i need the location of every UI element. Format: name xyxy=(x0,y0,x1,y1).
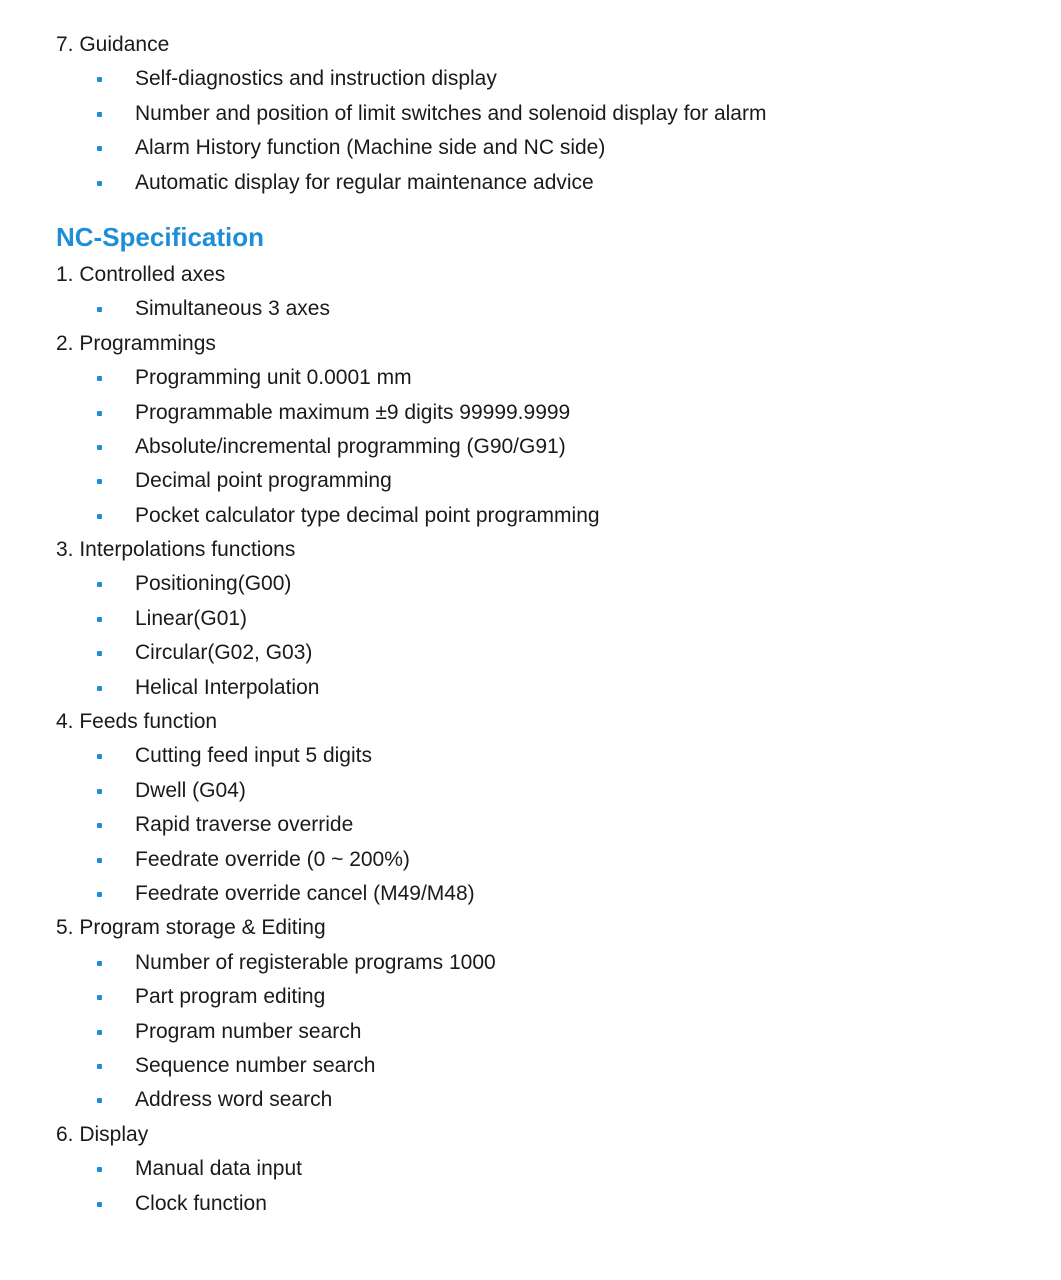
list-item-text: Alarm History function (Machine side and NC side) xyxy=(135,136,606,160)
group-title: 4. Feeds function xyxy=(56,710,218,734)
list-item xyxy=(56,774,1061,808)
interpolations-group xyxy=(56,533,1061,705)
list-item xyxy=(56,946,1061,980)
list-item-text: Feedrate override (0 ~ 200%) xyxy=(135,847,410,871)
display-group xyxy=(56,1118,1061,1221)
bullet-icon xyxy=(97,961,102,966)
bullet-icon xyxy=(97,1167,102,1172)
list-item xyxy=(56,292,1061,326)
list-item-text: Manual data input xyxy=(135,1157,302,1181)
list-item-text: Absolute/incremental programming (G90/G91) xyxy=(135,434,566,458)
group-title: 5. Program storage & Editing xyxy=(56,916,326,940)
bullet-icon xyxy=(97,823,102,828)
guidance-group xyxy=(56,28,1061,200)
group-title: 2. Programmings xyxy=(56,331,216,355)
guidance-list xyxy=(56,62,1061,200)
group-title: 1. Controlled axes xyxy=(56,262,226,286)
list-item xyxy=(56,62,1061,96)
list-item xyxy=(56,636,1061,670)
bullet-icon xyxy=(97,1064,102,1069)
list-item-text: Positioning(G00) xyxy=(135,572,292,596)
bullet-icon xyxy=(97,1030,102,1035)
list-item xyxy=(56,1152,1061,1186)
list-item xyxy=(56,980,1061,1014)
bullet-icon xyxy=(97,77,102,82)
group-title: 3. Interpolations functions xyxy=(56,538,296,562)
program-storage-list xyxy=(56,946,1061,1118)
list-item-text: Rapid traverse override xyxy=(135,813,354,837)
list-item-text: Number of registerable programs 1000 xyxy=(135,950,496,974)
list-item-text: Linear(G01) xyxy=(135,606,248,630)
bullet-icon xyxy=(97,754,102,759)
list-item-text: Address word search xyxy=(135,1088,333,1112)
bullet-icon xyxy=(97,789,102,794)
list-item xyxy=(56,671,1061,705)
list-item-text: Self-diagnostics and instruction display xyxy=(135,67,497,91)
list-item-text: Simultaneous 3 axes xyxy=(135,297,330,321)
programmings-group xyxy=(56,327,1061,533)
programmings-list xyxy=(56,361,1061,533)
list-item-text: Programmable maximum ±9 digits 99999.9999 xyxy=(135,400,571,424)
list-item-text: Dwell (G04) xyxy=(135,778,246,802)
bullet-icon xyxy=(97,445,102,450)
list-item-text: Cutting feed input 5 digits xyxy=(135,744,372,768)
list-item xyxy=(56,1015,1061,1049)
list-item xyxy=(56,396,1061,430)
list-item-text: Program number search xyxy=(135,1019,362,1043)
list-item-text: Helical Interpolation xyxy=(135,675,320,699)
bullet-icon xyxy=(97,376,102,381)
list-item xyxy=(56,499,1061,533)
list-item xyxy=(56,1187,1061,1221)
list-item-text: Programming unit 0.0001 mm xyxy=(135,366,412,390)
list-item-text: Part program editing xyxy=(135,985,326,1009)
controlled-axes-list xyxy=(56,292,1061,326)
list-item xyxy=(56,808,1061,842)
bullet-icon xyxy=(97,514,102,519)
list-item xyxy=(56,877,1061,911)
list-item-text: Number and position of limit switches and solenoid display for alarm xyxy=(135,101,767,125)
list-item xyxy=(56,97,1061,131)
list-item xyxy=(56,430,1061,464)
list-item-text: Decimal point programming xyxy=(135,469,392,493)
program-storage-group xyxy=(56,911,1061,1117)
feeds-group xyxy=(56,705,1061,911)
group-title: 7. Guidance xyxy=(56,33,170,56)
bullet-icon xyxy=(97,146,102,151)
interpolations-list xyxy=(56,567,1061,705)
list-item xyxy=(56,131,1061,165)
bullet-icon xyxy=(97,858,102,863)
list-item xyxy=(56,1049,1061,1083)
bullet-icon xyxy=(97,582,102,587)
bullet-icon xyxy=(97,479,102,484)
bullet-icon xyxy=(97,411,102,416)
display-list xyxy=(56,1152,1061,1221)
section-heading: NC-Specification xyxy=(56,221,265,252)
list-item xyxy=(56,739,1061,773)
bullet-icon xyxy=(97,995,102,1000)
list-item-text: Automatic display for regular maintenance advice xyxy=(135,170,594,194)
bullet-icon xyxy=(97,892,102,897)
bullet-icon xyxy=(97,307,102,312)
feeds-list xyxy=(56,739,1061,911)
list-item xyxy=(56,602,1061,636)
list-item-text: Pocket calculator type decimal point programming xyxy=(135,503,600,527)
list-item-text: Sequence number search xyxy=(135,1053,376,1077)
bullet-icon xyxy=(97,651,102,656)
controlled-axes-group xyxy=(56,258,1061,327)
list-item xyxy=(56,166,1061,200)
bullet-icon xyxy=(97,1202,102,1207)
bullet-icon xyxy=(97,181,102,186)
group-title: 6. Display xyxy=(56,1122,149,1146)
bullet-icon xyxy=(97,112,102,117)
list-item xyxy=(56,1083,1061,1117)
list-item xyxy=(56,464,1061,498)
list-item xyxy=(56,361,1061,395)
list-item-text: Feedrate override cancel (M49/M48) xyxy=(135,881,475,905)
bullet-icon xyxy=(97,617,102,622)
list-item xyxy=(56,567,1061,601)
bullet-icon xyxy=(97,1098,102,1103)
list-item-text: Clock function xyxy=(135,1191,267,1215)
list-item-text: Circular(G02, G03) xyxy=(135,641,313,665)
bullet-icon xyxy=(97,686,102,691)
list-item xyxy=(56,843,1061,877)
